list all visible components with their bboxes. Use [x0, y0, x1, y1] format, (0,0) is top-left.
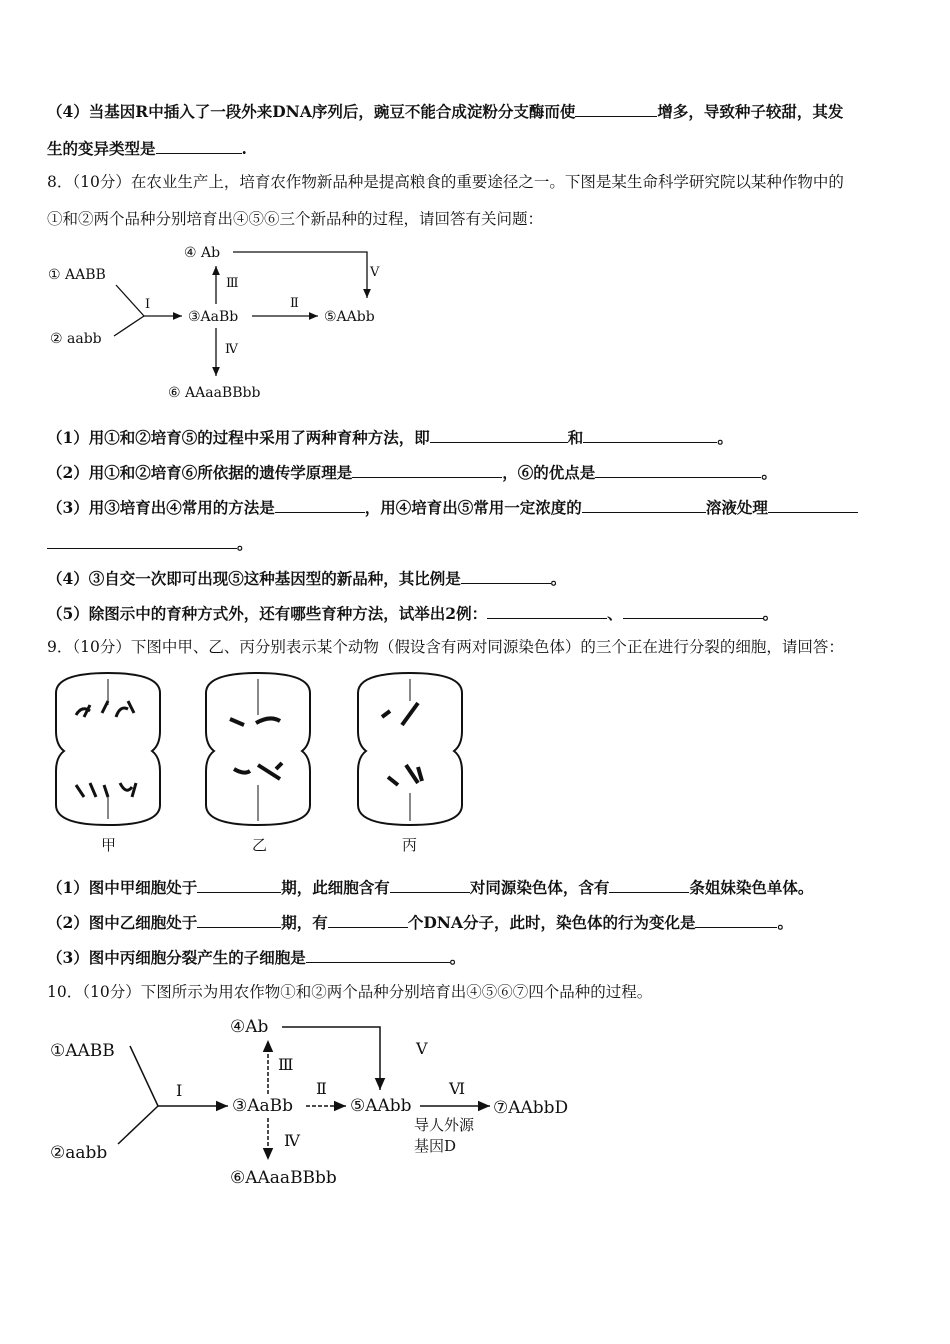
step-3: Ⅲ	[226, 276, 239, 291]
q8-text: 。	[237, 534, 253, 553]
q8-part4	[47, 567, 566, 590]
q9-text: 。	[777, 913, 793, 932]
cell-jia	[56, 673, 160, 825]
cross-line	[130, 1046, 158, 1106]
answer-blank[interactable]	[352, 461, 502, 478]
step-2: Ⅱ	[316, 1079, 327, 1098]
cell-label-jia: 甲	[101, 836, 117, 854]
step-2: Ⅱ	[290, 296, 299, 311]
answer-blank[interactable]	[461, 567, 551, 584]
q9-text: DNA	[423, 913, 463, 932]
node-3: ③AaBb	[188, 309, 239, 325]
q9-text: 分子，此时，染色体的行为变化是	[462, 913, 696, 932]
answer-blank[interactable]	[328, 911, 408, 928]
q8-breeding-diagram	[40, 240, 420, 410]
node-3: ③AaBb	[232, 1096, 294, 1116]
q9-intro	[47, 636, 844, 658]
answer-blank[interactable]	[583, 426, 717, 443]
step-5: Ⅴ	[370, 265, 380, 280]
node-4: ④ Ab	[184, 245, 221, 261]
q8-text: 。	[550, 569, 567, 588]
arrow-5	[282, 1027, 380, 1090]
answer-blank[interactable]	[768, 496, 858, 513]
answer-blank[interactable]	[609, 876, 689, 893]
q8-text: 和	[567, 428, 584, 447]
cross-line	[118, 1106, 158, 1144]
q8-intro-line2	[47, 208, 543, 230]
answer-blank[interactable]	[47, 532, 237, 549]
q8-text: （1）用①和②培育⑤的过程中采用了两种育种方法，即	[47, 428, 430, 447]
step-5: Ⅴ	[416, 1039, 428, 1058]
cell-bing	[358, 673, 462, 825]
answer-blank[interactable]	[390, 876, 470, 893]
q8-text: 2	[445, 604, 457, 623]
node-1: ①AABB	[50, 1041, 115, 1061]
q8-text: ，用④培育出⑤常用一定浓度的	[364, 498, 582, 517]
q9-text: （3）图中丙细胞分裂产生的子细胞是	[47, 948, 306, 967]
cell-yi	[206, 673, 310, 825]
node-4: ④Ab	[230, 1017, 269, 1037]
cell-label-bing: 丙	[402, 836, 418, 854]
q9-text: （1）图中甲细胞处于	[47, 878, 198, 897]
q7-dna: DNA	[272, 102, 312, 121]
gene-note: 基因D	[414, 1137, 457, 1155]
q8-text: ，⑥的优点是	[502, 463, 596, 482]
node-5: ⑤AAbb	[350, 1096, 412, 1116]
answer-blank[interactable]	[306, 946, 450, 963]
node-1: ① AABB	[48, 267, 106, 283]
step-4: Ⅳ	[225, 342, 238, 357]
q8-intro: ①和②两个品种分别培育出④⑤⑥三个新品种的过程，请回答有关问题：	[47, 210, 544, 228]
q8-text: 。	[761, 463, 777, 482]
q9-part3	[47, 946, 465, 969]
q9-text: 条姐妹染色单体。	[689, 878, 814, 897]
q8-intro-line1	[47, 171, 844, 193]
node-6: ⑥ AAaaBBbb	[168, 385, 261, 401]
q9-text: 期，有	[281, 913, 328, 932]
node-2: ② aabb	[50, 331, 102, 347]
q8-text: （3）用③培育出④常用的方法是	[47, 498, 275, 517]
answer-blank[interactable]	[695, 911, 777, 928]
node-2: ②aabb	[50, 1143, 108, 1163]
q9-part2	[47, 911, 793, 934]
q9-intro-text: 9．（10分）下图中甲、乙、丙分别表示某个动物（假设含有两对同源染色体）的三个正在进行分裂的细胞，请回答：	[47, 638, 844, 656]
step-3: Ⅲ	[278, 1055, 294, 1074]
node-6: ⑥AAaaBBbb	[230, 1168, 337, 1188]
q10-intro-text: 10．（10分）下图所示为用农作物①和②两个品种分别培育出④⑤⑥⑦四个品种的过程。	[47, 983, 653, 1001]
q7-text: （4）当基因	[47, 102, 136, 121]
answer-blank[interactable]	[582, 496, 706, 513]
q8-text: （5）除图示中的育种方式外，还有哪些育种方法，试举出	[47, 604, 446, 623]
answer-blank[interactable]	[197, 911, 281, 928]
q7-part4-line2	[47, 137, 247, 160]
q8-text: （2）用①和②培育⑥所依据的遗传学原理是	[47, 463, 353, 482]
answer-blank[interactable]	[275, 496, 365, 513]
q9-text: （2）图中乙细胞处于	[47, 913, 198, 932]
q7-text: 中插入了一段外来	[148, 102, 273, 121]
answer-blank[interactable]	[623, 602, 763, 619]
step-1: Ⅰ	[176, 1081, 183, 1100]
cross-line	[114, 316, 144, 336]
q9-text: 。	[449, 948, 466, 967]
node-7: ⑦AAbbD	[493, 1098, 569, 1118]
q9-text: 个	[407, 913, 424, 932]
node-5: ⑤AAbb	[324, 309, 375, 325]
q7-gene-r: R	[135, 102, 149, 121]
q8-part3-line2	[47, 532, 253, 555]
q8-text: 例：	[456, 604, 488, 623]
q8-part2	[47, 461, 777, 484]
answer-blank[interactable]	[197, 876, 281, 893]
q8-part5	[47, 602, 778, 625]
q8-text: 。	[717, 428, 733, 447]
q9-text: 期，此细胞含有	[281, 878, 390, 897]
q8-intro: 8．（10分）在农业生产上，培育农作物新品种是提高粮食的重要途径之一。下图是某生命科学研究院以某种作物中的	[47, 173, 844, 191]
step-6: Ⅵ	[449, 1079, 466, 1098]
answer-blank[interactable]	[575, 100, 657, 117]
q9-text: 对同源染色体，含有	[469, 878, 610, 897]
q8-text: 溶液处理	[705, 498, 768, 517]
q10-intro	[47, 981, 652, 1003]
cross-line	[116, 285, 144, 316]
cell-label-yi: 乙	[252, 836, 268, 854]
arrow-5	[233, 252, 367, 298]
q8-part1	[47, 426, 733, 449]
step-4: Ⅳ	[284, 1131, 300, 1150]
q7-text: 增多，导致种子较甜，其发	[657, 102, 844, 121]
q9-cell-diagrams	[46, 665, 476, 835]
step-1: Ⅰ	[145, 297, 151, 312]
q7-text: .	[241, 139, 247, 158]
q7-part4-line1	[47, 100, 843, 123]
gene-note: 导人外源	[414, 1116, 475, 1134]
answer-blank[interactable]	[430, 426, 568, 443]
q8-text: 、	[607, 604, 623, 623]
q9-part1	[47, 876, 813, 899]
q8-text: （4）③自交一次即可出现⑤这种基因型的新品种，其比例是	[47, 569, 461, 588]
q10-breeding-diagram	[44, 1010, 604, 1195]
q7-text: 生的变异类型是	[47, 139, 156, 158]
q8-text: 。	[762, 604, 779, 623]
q8-part3-line1	[47, 496, 858, 519]
answer-blank[interactable]	[156, 137, 242, 154]
q7-text: 序列后，豌豆不能合成淀粉分支酶而使	[311, 102, 576, 121]
answer-blank[interactable]	[487, 602, 607, 619]
answer-blank[interactable]	[595, 461, 761, 478]
